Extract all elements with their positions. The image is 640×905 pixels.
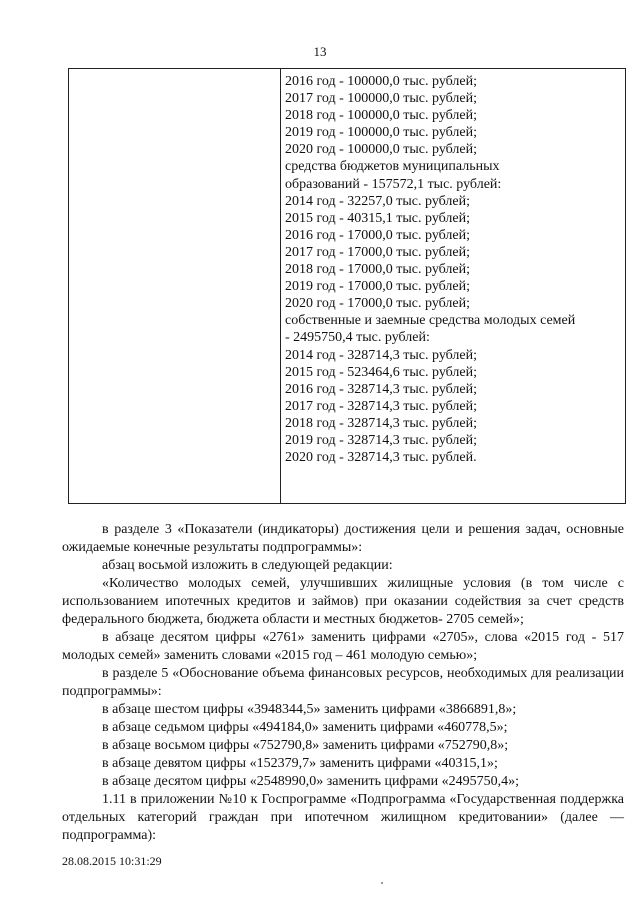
- table-line: 2020 год - 328714,3 тыс. рублей.: [285, 450, 477, 466]
- line-abzac-7: в абзаце седьмом цифры «494184,0» заменить цифрами «460778,5»;: [102, 720, 508, 735]
- line-abzac-8: в абзаце восьмом цифры «752790,8» заменить цифрами «752790,8»;: [102, 738, 509, 753]
- table-line: 2015 год - 40315,1 тыс. рублей;: [285, 210, 471, 226]
- line-abzac-6: в абзаце шестом цифры «3948344,5» заменить цифрами «3866891,8»;: [102, 702, 517, 717]
- table-line: 2016 год - 100000,0 тыс. рублей;: [285, 74, 478, 89]
- paragraph-section5: в разделе 5 «Обоснование объема финансовых ресурсов, необходимых для реализации подпрограммы»:: [62, 666, 624, 699]
- table-line: 2018 год - 328714,3 тыс. рублей;: [285, 415, 478, 431]
- table-line: 2020 год - 100000,0 тыс. рублей;: [285, 142, 478, 158]
- paragraph-appendix-10: 1.11 в приложении №10 к Госпрограмме «Подпрограмма «Государственная поддержка отдельных категорий граждан при ипотечном жилищном кредитовании» (далее — подпрограмма):: [62, 792, 624, 843]
- table-line: 2017 год - 100000,0 тыс. рублей;: [285, 91, 478, 107]
- table-line: 2019 год - 100000,0 тыс. рублей;: [285, 125, 478, 141]
- table-line: образований - 157572,1 тыс. рублей:: [285, 176, 502, 192]
- table-line: 2017 год - 328714,3 тыс. рублей;: [285, 398, 478, 414]
- table-line: 2014 год - 328714,3 тыс. рублей;: [285, 347, 478, 363]
- table-column-divider: [280, 69, 281, 503]
- table-line: 2016 год - 17000,0 тыс. рублей;: [285, 227, 471, 243]
- table-line: 2019 год - 17000,0 тыс. рублей;: [285, 279, 471, 295]
- table-line: 2018 год - 17000,0 тыс. рублей;: [285, 262, 471, 278]
- scan-speck: [381, 882, 383, 884]
- page-number: 13: [313, 44, 327, 59]
- table-line: 2020 год - 17000,0 тыс. рублей;: [285, 296, 471, 312]
- timestamp: 28.08.2015 10:31:29: [62, 854, 162, 868]
- table-line: 2017 год - 17000,0 тыс. рублей;: [285, 244, 471, 260]
- table-line: 2016 год - 328714,3 тыс. рублей;: [285, 381, 478, 397]
- document-body: [62, 521, 624, 845]
- line-abzac-9: в абзаце девятом цифры «152379,7» заменить цифрами «40315,1»;: [102, 756, 498, 771]
- table-line: 2018 год - 100000,0 тыс. рублей;: [285, 108, 478, 124]
- table-line: средства бюджетов муниципальных: [285, 159, 500, 175]
- paragraph-quote-families: «Количество молодых семей, улучшивших жилищные условия (в том числе с использованием ипотечных кредитов и займов) при оказании содействия за счет средств федерального бюджета, бюджета области и местных бюджетов- 2705 семей»;: [62, 576, 624, 627]
- table-line: 2014 год - 32257,0 тыс. рублей;: [285, 193, 471, 209]
- table-right-cell: [285, 73, 621, 466]
- paragraph-section3: в разделе 3 «Показатели (индикаторы) достижения цели и решения задач, основные ожидаемые конечные результаты подпрограммы»:: [62, 522, 624, 555]
- paragraph-abzac-8: абзац восьмой изложить в следующей редакции:: [102, 558, 393, 573]
- paragraph-abzac-10: в абзаце десятом цифры «2761» заменить цифрами «2705», слова «2015 год - 517 молодых семей» заменить словами «2015 год – 461 молодую семью»;: [62, 630, 624, 663]
- table-line: 2015 год - 523464,6 тыс. рублей;: [285, 364, 478, 380]
- table-line: собственные и заемные средства молодых семей: [285, 313, 576, 329]
- funding-table: [68, 68, 626, 504]
- table-line: - 2495750,4 тыс. рублей:: [285, 330, 430, 346]
- table-line: 2019 год - 328714,3 тыс. рублей;: [285, 432, 478, 448]
- line-abzac-10: в абзаце десятом цифры «2548990,0» заменить цифрами «2495750,4»;: [102, 774, 520, 789]
